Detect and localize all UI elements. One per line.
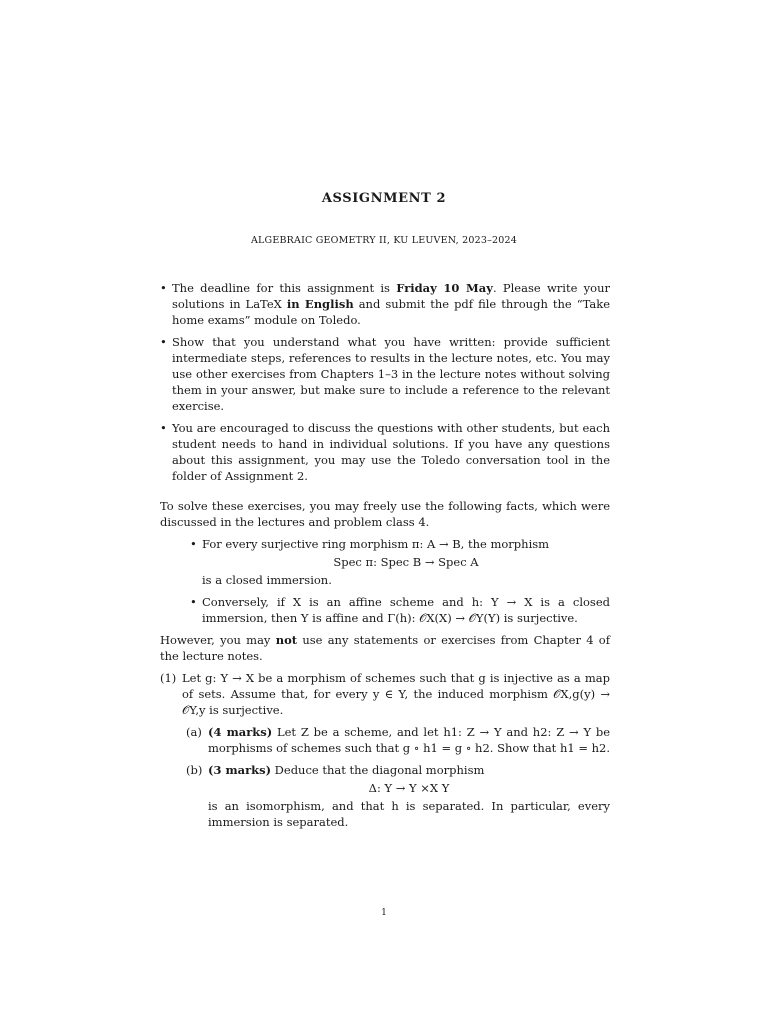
exercise-1 (160, 670, 610, 830)
display-formula-spec: Spec π: Spec B → Spec A (333, 555, 479, 569)
language-requirement: in English (286, 297, 354, 311)
exercise-number: (1) (160, 671, 177, 685)
instructions-list (160, 280, 610, 484)
fact-closed-immersion-affine: • Conversely, if X is an affine scheme and h: Y → X is a closed immersion, then Y is affine and Γ(h): 𝒪X(X) → 𝒪Y(Y) is surjective. (190, 594, 610, 626)
course-subtitle: ALGEBRAIC GEOMETRY II, KU LEUVEN, 2023–2024 (250, 235, 517, 246)
deadline-date: Friday 10 May (396, 281, 493, 295)
instruction-collaboration: • You are encouraged to discuss the questions with other students, but each student needs to hand in individual solutions. If you have any questions about this assignment, you may use the Toledo conversation tool in the folder of Assignment 2. (160, 420, 610, 484)
exercise-1b: (b) (3 marks) Deduce that the diagonal morphism Δ: Y → Y ×X Y is an isomorphism, and that h is separated. In particular, every immersion is separated. (186, 763, 610, 829)
document-body (160, 280, 610, 836)
marks-label: (4 marks) (208, 725, 273, 739)
exercise-1a: (a) (4 marks) Let Z be a scheme, and let h1: Z → Y and h2: Z → Y be morphisms of schemes such that g ∘ h1 = g ∘ h2. Show that h1 = h2. (186, 725, 611, 755)
instruction-understanding: • Show that you understand what you have written: provide sufficient intermediate steps, references to results in the lecture notes, etc. You may use other exercises from Chapters 1–3 in the lecture notes without solving them in your answer, but make sure to include a reference to the relevant exercise. (160, 334, 610, 414)
fact-surjective-ring-morphism: • For every surjective ring morphism π: A → B, the morphism Spec π: Spec B → Spec A is a closed immersion. (190, 536, 610, 588)
display-formula-diagonal: Δ: Y → Y ×X Y (368, 781, 450, 795)
facts-list (190, 536, 610, 626)
instruction-deadline: • The deadline for this assignment is Friday 10 May. Please write your solutions in LaTeX in English and submit the pdf file through the “Take home exams” module on Toledo. (160, 280, 610, 328)
page-number: 1 (381, 908, 387, 918)
marks-label: (3 marks) (208, 763, 272, 777)
exercise-1-statement: Let g: Y → X be a morphism of schemes such that g is injective as a map of sets. Assume that, for every y ∈ Y, the induced morphism 𝒪X,g(y) → 𝒪Y,y is surjective. (182, 671, 610, 717)
facts-intro: To solve these exercises, you may freely use the following facts, which were discussed in the lectures and problem class 4. (160, 499, 610, 529)
chapter-restriction: However, you may not use any statements or exercises from Chapter 4 of the lecture notes. (160, 633, 610, 663)
page-title: ASSIGNMENT 2 (321, 191, 447, 206)
